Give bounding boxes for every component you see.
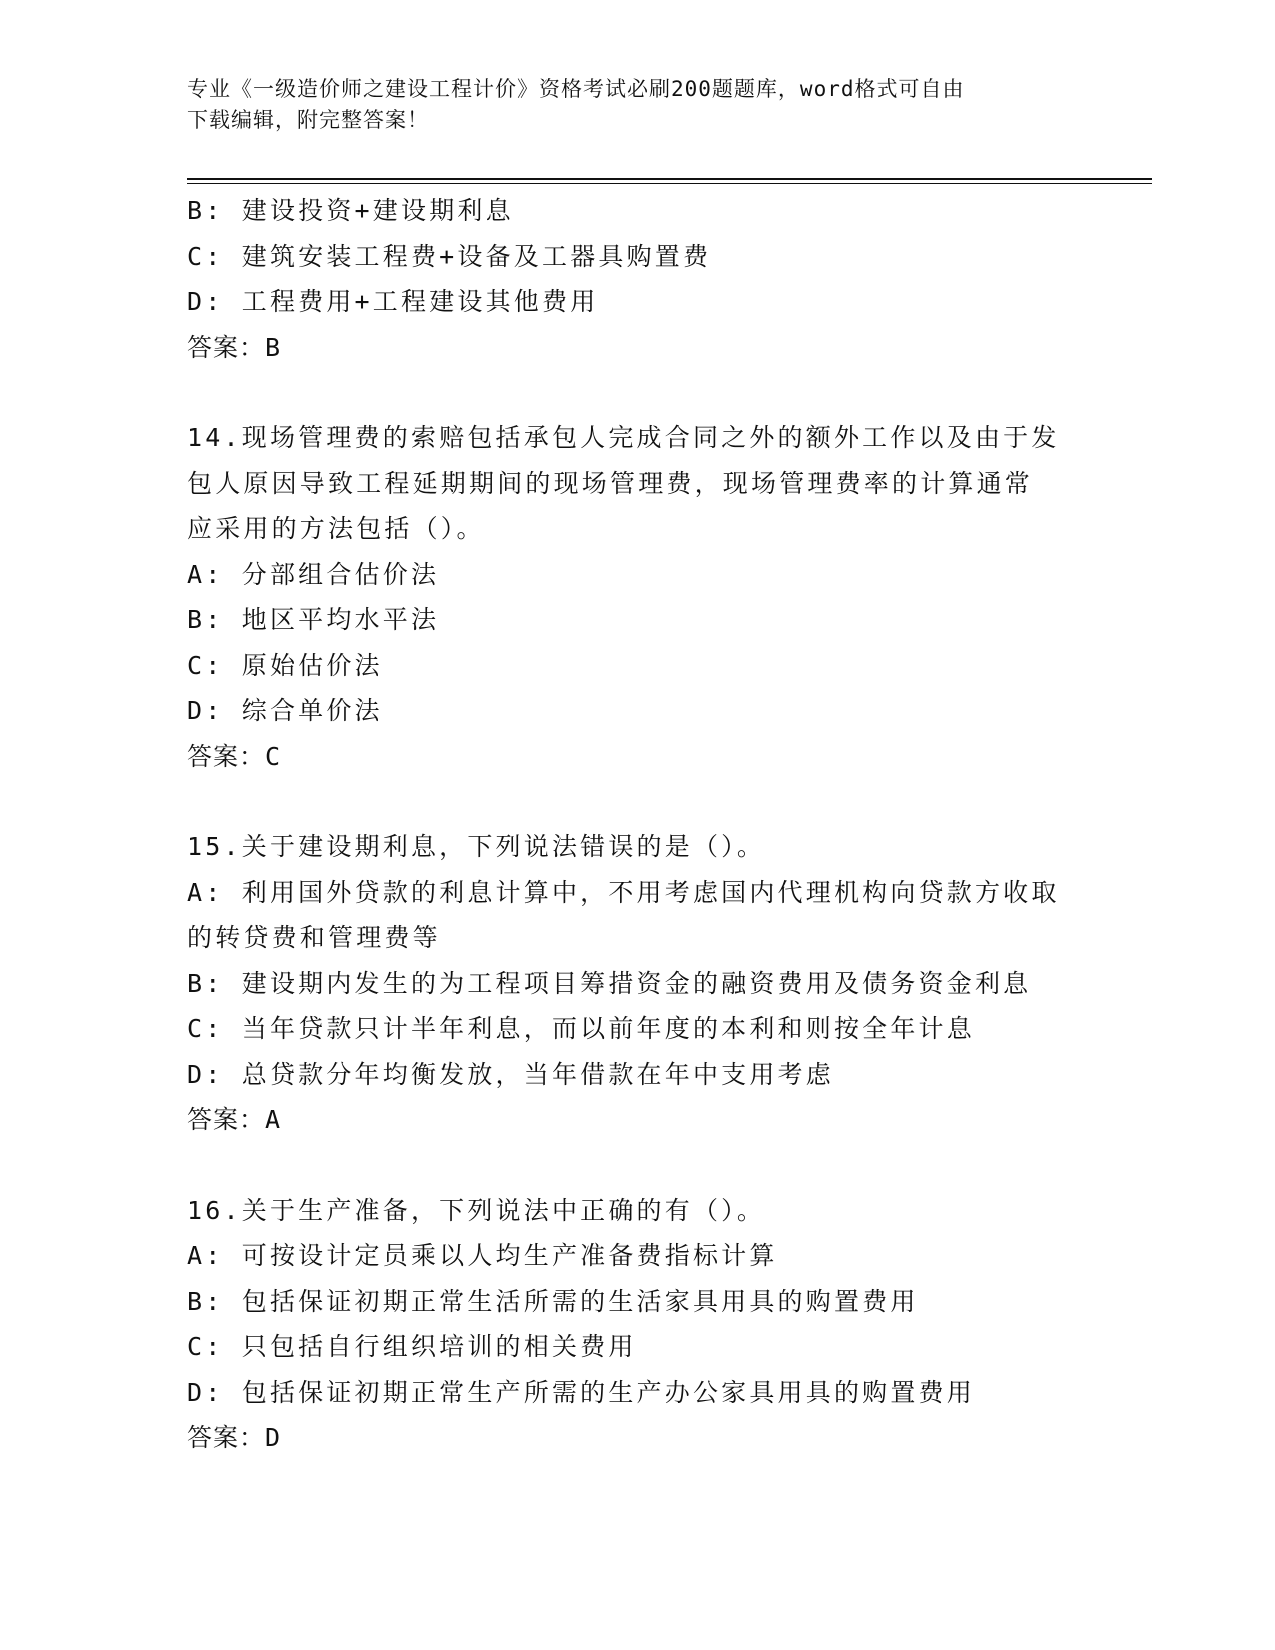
option-c: C: 建筑安装工程费+设备及工器具购置费 (187, 241, 712, 271)
option-a: A: 可按设计定员乘以人均生产准备费指标计算 (187, 1241, 778, 1270)
header-rule-thin (187, 183, 1152, 184)
question-stem: 14.现场管理费的索赔包括承包人完成合同之外的额外工作以及由于发 (187, 423, 1060, 452)
option-b: B: 建设期内发生的为工程项目筹措资金的融资费用及债务资金利息 (187, 968, 1032, 998)
question-13-tail (187, 188, 1087, 370)
option-b: B: 建设投资+建设期利息 (187, 196, 514, 225)
option-d: D: 综合单价法 (187, 696, 383, 725)
spacer (187, 1143, 1087, 1188)
spacer (187, 779, 1087, 824)
option-a-continued: 的转贷费和管理费等 (187, 923, 441, 952)
option-c: C: 只包括自行组织培训的相关费用 (187, 1332, 637, 1361)
option-d: D: 总贷款分年均衡发放，当年借款在年中支用考虑 (187, 1059, 834, 1089)
answer: 答案：B (187, 332, 282, 362)
option-d: D: 包括保证初期正常生产所需的生产办公家具用具的购置费用 (187, 1377, 975, 1407)
option-a: A: 分部组合估价法 (187, 559, 440, 589)
question-list (187, 188, 1087, 1461)
header-rule-thick (187, 178, 1152, 180)
option-c: C: 当年贷款只计半年利息，而以前年度的本利和则按全年计息 (187, 1014, 975, 1043)
header-line-1: 专业《一级造价师之建设工程计价》资格考试必刷200题题库，word格式可自由 (187, 77, 965, 101)
question-stem: 15.关于建设期利息，下列说法错误的是（）。 (187, 832, 766, 861)
question-14 (187, 415, 1087, 779)
option-c: C: 原始估价法 (187, 650, 383, 680)
question-stem: 应采用的方法包括（）。 (187, 514, 485, 543)
question-stem: 16.关于生产准备，下列说法中正确的有（）。 (187, 1195, 766, 1225)
header-line-2: 下载编辑，附完整答案！ (187, 108, 429, 132)
answer: 答案：D (187, 1423, 282, 1452)
option-b: B: 包括保证初期正常生活所需的生活家具用具的购置费用 (187, 1286, 919, 1316)
question-15 (187, 824, 1087, 1143)
question-stem: 包人原因导致工程延期期间的现场管理费，现场管理费率的计算通常 (187, 468, 1034, 498)
answer: 答案：A (187, 1105, 282, 1134)
spacer (187, 370, 1087, 415)
option-a: A: 利用国外贷款的利息计算中，不用考虑国内代理机构向贷款方收取 (187, 877, 1060, 907)
option-b: B: 地区平均水平法 (187, 605, 440, 634)
option-d: D: 工程费用+工程建设其他费用 (187, 287, 599, 316)
page-header (187, 74, 1087, 136)
question-16 (187, 1188, 1087, 1461)
answer: 答案：C (187, 741, 282, 771)
